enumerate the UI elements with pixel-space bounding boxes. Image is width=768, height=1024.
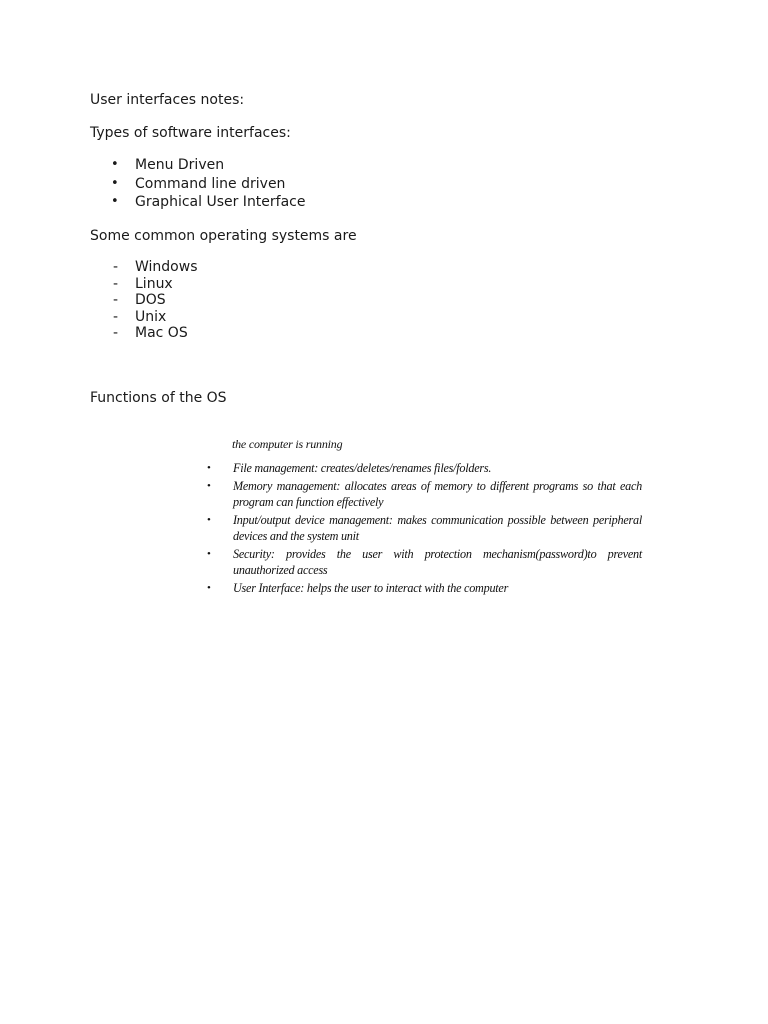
dash-icon: - [113, 259, 119, 275]
bullet-icon: • [207, 547, 211, 560]
function-text: File management: creates/deletes/renames files/folders. [233, 461, 492, 475]
list-item [90, 259, 198, 276]
list-item [90, 325, 198, 342]
interface-types-list [90, 156, 306, 212]
dash-icon: - [113, 275, 119, 292]
dash-icon: - [113, 292, 119, 309]
list-item [90, 156, 306, 175]
document-heading: User interfaces notes: [90, 92, 245, 108]
list-item [90, 175, 306, 194]
interface-type-label: Menu Driven [135, 157, 225, 173]
function-text: Memory management: allocates areas of memory to different programs so that each program can function effectively [233, 478, 642, 509]
os-label: Mac OS [135, 325, 188, 342]
os-label: Linux [135, 275, 173, 292]
bullet-icon: • [111, 194, 119, 209]
os-functions-scanned-image [200, 437, 646, 598]
os-label: Unix [135, 308, 167, 325]
cut-off-text: the computer is running [232, 437, 343, 451]
bullet-icon: • [207, 581, 211, 594]
dash-icon: - [113, 325, 119, 342]
os-label: DOS [135, 292, 166, 309]
bullet-icon: • [111, 175, 119, 191]
operating-systems-list [90, 259, 198, 342]
list-item [200, 460, 646, 477]
bullet-icon: • [207, 513, 211, 526]
list-item [200, 512, 646, 545]
bullet-icon: • [207, 479, 211, 492]
os-functions-list [200, 460, 646, 597]
os-intro: Some common operating systems are [90, 228, 357, 244]
list-item [200, 478, 646, 511]
function-text: Input/output device management: makes communication possible between peripheral devices and the system unit [233, 512, 642, 543]
functions-heading: Functions of the OS [90, 390, 227, 406]
interface-type-label: Graphical User Interface [135, 194, 306, 210]
dash-icon: - [113, 308, 119, 325]
interface-type-label: Command line driven [135, 175, 286, 192]
os-label: Windows [135, 259, 198, 275]
list-item [200, 580, 646, 597]
list-item [90, 276, 198, 293]
interfaces-intro: Types of software interfaces: [90, 125, 291, 141]
function-text: Security: provides the user with protection mechanism(password)to prevent unauthorized access [233, 546, 642, 577]
list-item [90, 292, 198, 309]
function-text: User Interface: helps the user to interact with the computer [233, 580, 509, 595]
list-item [90, 309, 198, 326]
bullet-icon: • [207, 462, 211, 474]
list-item [200, 546, 646, 579]
bullet-icon: • [111, 157, 119, 172]
list-item [90, 193, 306, 212]
